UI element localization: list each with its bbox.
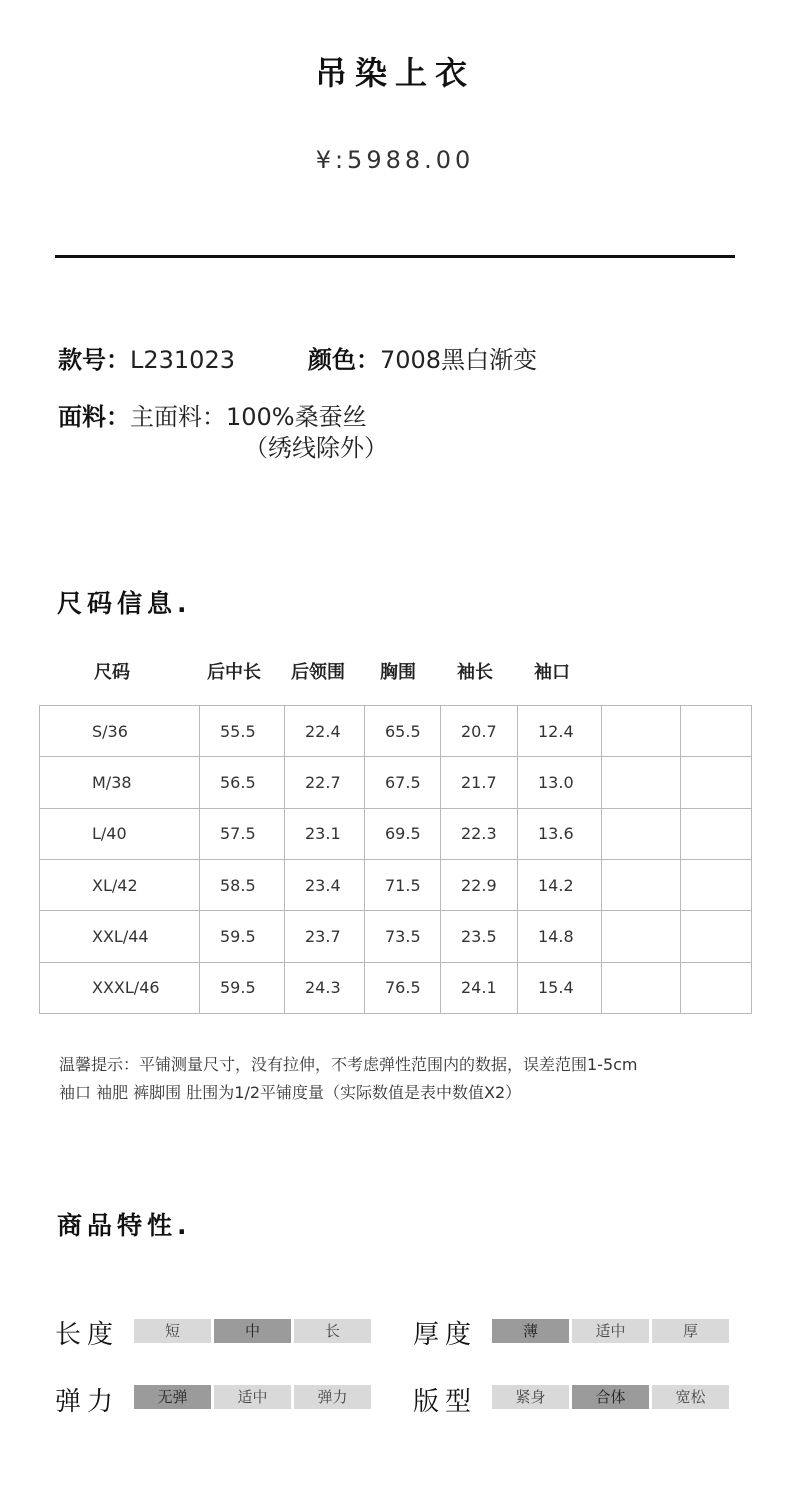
table-cell <box>602 911 681 962</box>
feature-elasticity-options <box>134 1385 371 1409</box>
table-cell: 73.5 <box>365 911 441 962</box>
table-cell <box>602 808 681 859</box>
table-row <box>40 962 752 1013</box>
table-row <box>40 757 752 808</box>
product-title: 吊染上衣 <box>314 54 475 92</box>
table-cell: 21.7 <box>441 757 518 808</box>
feature-option: 薄 <box>492 1319 569 1343</box>
table-cell: XL/42 <box>40 859 200 910</box>
table-cell: 59.5 <box>200 962 285 1013</box>
feature-length-options <box>134 1319 371 1343</box>
size-note-1: 温馨提示：平铺测量尺寸，没有拉伸，不考虑弹性范围内的数据，误差范围1-5cm <box>59 1055 638 1074</box>
feature-option: 长 <box>294 1319 371 1343</box>
divider <box>55 255 735 258</box>
feature-option: 合体 <box>572 1385 649 1409</box>
table-cell <box>681 859 752 910</box>
feature-elasticity <box>55 1381 119 1418</box>
table-cell: 23.5 <box>441 911 518 962</box>
feature-fit <box>413 1381 477 1418</box>
table-cell: 14.8 <box>518 911 602 962</box>
product-price: ¥:5988.00 <box>315 146 475 174</box>
table-cell: M/38 <box>40 757 200 808</box>
table-cell: 24.1 <box>441 962 518 1013</box>
fabric-value: 主面料：100%桑蚕丝 <box>130 403 367 431</box>
header-neck: 后领围 <box>291 662 345 683</box>
table-cell: 69.5 <box>365 808 441 859</box>
table-cell: 65.5 <box>365 706 441 757</box>
table-cell: XXXL/46 <box>40 962 200 1013</box>
header-cuff: 袖口 <box>534 662 570 683</box>
header-chest: 胸围 <box>380 662 416 683</box>
size-note-2: 袖口 袖肥 裤脚围 肚围为1/2平铺度量（实际数值是表中数值X2） <box>59 1083 522 1102</box>
table-cell: 56.5 <box>200 757 285 808</box>
table-cell: S/36 <box>40 706 200 757</box>
table-cell: 23.7 <box>285 911 365 962</box>
style-number-label: 款号： <box>58 346 130 374</box>
header-sleeve-length: 袖长 <box>457 662 493 683</box>
table-row <box>40 859 752 910</box>
table-cell: 71.5 <box>365 859 441 910</box>
feature-option: 宽松 <box>652 1385 729 1409</box>
table-cell: 59.5 <box>200 911 285 962</box>
header-size: 尺码 <box>94 662 130 683</box>
color-label: 颜色： <box>308 346 380 374</box>
table-row <box>40 706 752 757</box>
table-cell: 76.5 <box>365 962 441 1013</box>
table-cell: 22.4 <box>285 706 365 757</box>
table-cell: 13.6 <box>518 808 602 859</box>
table-cell: 22.7 <box>285 757 365 808</box>
feature-option: 无弹 <box>134 1385 211 1409</box>
fabric-info <box>58 397 367 432</box>
size-section-title: 尺码信息. <box>57 589 192 618</box>
table-cell: 23.1 <box>285 808 365 859</box>
table-cell: 14.2 <box>518 859 602 910</box>
fabric-note: （绣线除外） <box>244 434 388 462</box>
feature-option: 适中 <box>572 1319 649 1343</box>
table-row <box>40 808 752 859</box>
features-title: 商品特性. <box>57 1211 192 1240</box>
feature-option: 短 <box>134 1319 211 1343</box>
feature-option: 适中 <box>214 1385 291 1409</box>
feature-thickness-options <box>492 1319 729 1343</box>
style-number-value: L231023 <box>130 346 235 374</box>
table-cell: 67.5 <box>365 757 441 808</box>
table-cell: 58.5 <box>200 859 285 910</box>
table-cell: 12.4 <box>518 706 602 757</box>
table-cell <box>681 962 752 1013</box>
table-cell <box>602 962 681 1013</box>
table-cell: 22.3 <box>441 808 518 859</box>
table-cell: 15.4 <box>518 962 602 1013</box>
table-cell <box>602 706 681 757</box>
feature-length-label: 长度 <box>55 1320 120 1350</box>
table-cell: 55.5 <box>200 706 285 757</box>
feature-option: 中 <box>214 1319 291 1343</box>
feature-length <box>55 1314 119 1351</box>
table-cell: 23.4 <box>285 859 365 910</box>
table-cell: 24.3 <box>285 962 365 1013</box>
feature-fit-label: 版型 <box>413 1387 478 1417</box>
table-cell: 13.0 <box>518 757 602 808</box>
feature-thickness <box>413 1314 477 1351</box>
color-info <box>308 340 537 375</box>
table-cell: 22.9 <box>441 859 518 910</box>
table-cell: L/40 <box>40 808 200 859</box>
feature-option: 紧身 <box>492 1385 569 1409</box>
table-cell <box>602 757 681 808</box>
fabric-label: 面料： <box>58 403 130 431</box>
table-cell <box>602 859 681 910</box>
feature-option: 弹力 <box>294 1385 371 1409</box>
table-cell <box>681 808 752 859</box>
table-cell: 20.7 <box>441 706 518 757</box>
table-row <box>40 911 752 962</box>
table-cell <box>681 911 752 962</box>
table-cell: 57.5 <box>200 808 285 859</box>
size-table <box>39 705 752 1014</box>
feature-elasticity-label: 弹力 <box>55 1387 120 1417</box>
feature-thickness-label: 厚度 <box>413 1320 478 1350</box>
table-cell <box>681 757 752 808</box>
header-back-length: 后中长 <box>207 662 261 683</box>
style-number <box>58 340 235 375</box>
table-cell <box>681 706 752 757</box>
feature-option: 厚 <box>652 1319 729 1343</box>
color-value: 7008黑白渐变 <box>380 346 538 374</box>
feature-fit-options <box>492 1385 729 1409</box>
table-cell: XXL/44 <box>40 911 200 962</box>
